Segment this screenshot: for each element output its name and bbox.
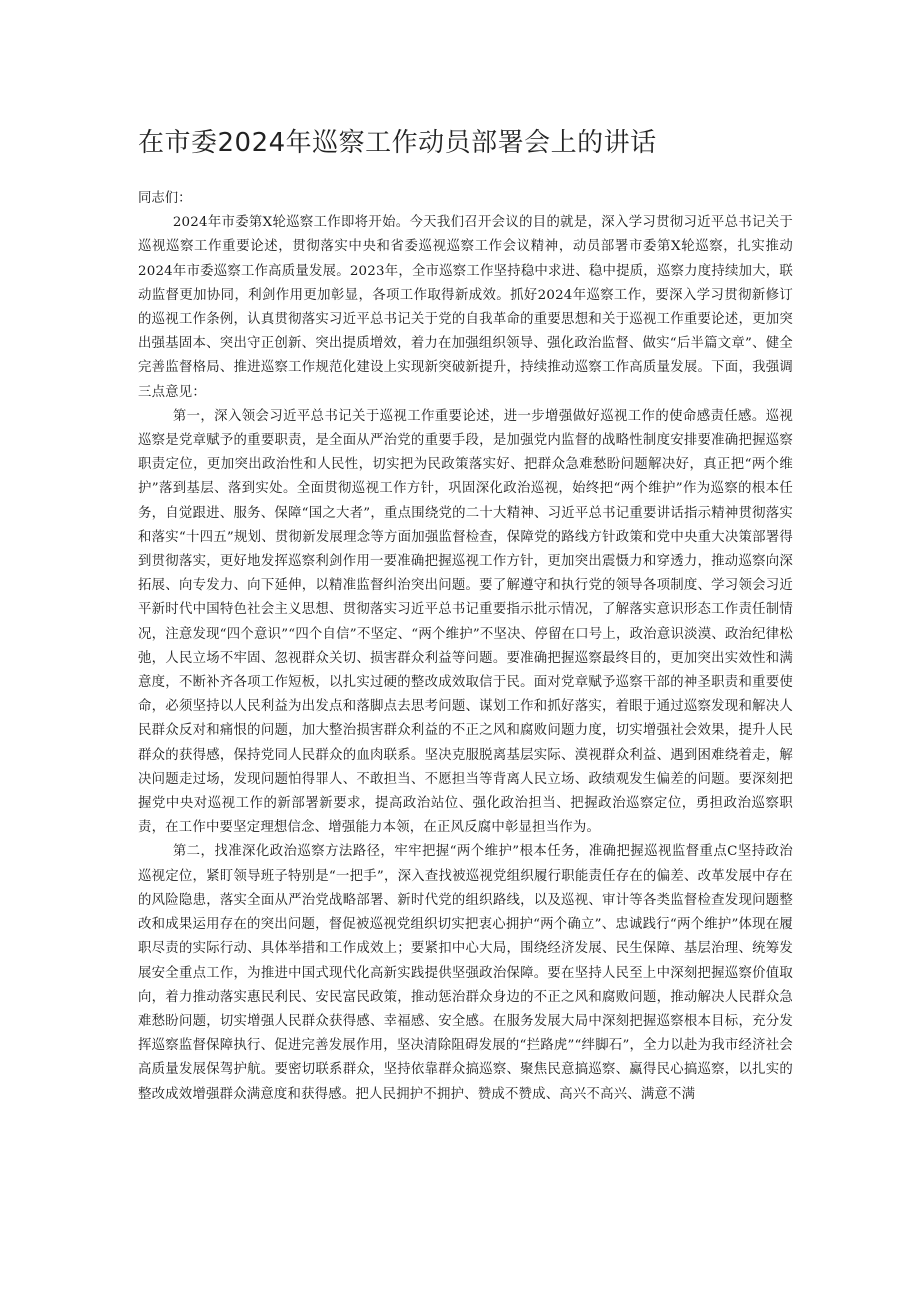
document-title: 在市委2024年巡察工作动员部署会上的讲话 <box>138 128 657 158</box>
document-page <box>138 120 793 1107</box>
paragraph-intro: 2024年市委第X轮巡察工作即将开始。今天我们召开会议的目的就是，深入学习贯彻习近平总书记关于巡视巡察工作重要论述，贯彻落实中央和省委巡视巡察工作会议精神，动员部署市委第X轮巡察，扎实推动2024年市委巡察工作高质量发展。2023年，全市巡察工作坚持稳中求进、稳中提质，巡察力度持续加大，联动监督更加协同，利剑作用更加彰显，各项工作取得新成效。抓好2024年巡察工作，要深入学习贯彻新修订的巡视工作条例，认真贯彻落实习近平总书记关于党的自我革命的重要思想和关于巡视工作重要论述，更加突出强基固本、突出守正创新、突出提质增效，着力在加强组织领导、强化政治监督、做实“后半篇文章”、健全完善监督格局、推进巡察工作规范化建设上实现新突破新提升，持续推动巡察工作高质量发展。下面，我强调三点意见： <box>138 215 793 400</box>
salutation: 同志们： <box>138 191 192 206</box>
paragraph-point-one: 第一，深入领会习近平总书记关于巡视工作重要论述，进一步增强做好巡视工作的使命感责任感。巡视巡察是党章赋予的重要职责，是全面从严治党的重要手段，是加强党内监督的战略性制度安排要准确把握巡察职责定位，更加突出政治性和人民性，切实把为民政策落实好、把群众急难愁盼问题解决好，真正把“两个维护”落到基层、落到实处。全面贯彻巡视工作方针，巩固深化政治巡视，始终把“两个维护”作为巡察的根本任务，自觉跟进、服务、保障“国之大者”，重点围绕党的二十大精神、习近平总书记重要讲话指示精神贯彻落实和落实“十四五”规划、贯彻新发展理念等方面加强监督检查，保障党的路线方针政策和党中央重大决策部署得到贯彻落实，更好地发挥巡察利剑作用一要准确把握巡视工作方针，更加突出震慑力和穿透力，推动巡察向深拓展、向专发力、向下延伸，以精准监督纠治突出问题。要了解遵守和执行党的领导各项制度、学习领会习近平新时代中国特色社会主义思想、贯彻落实习近平总书记重要指示批示情况，了解落实意识形态工作责任制情况，注意发现“四个意识”“四个自信”不坚定、“两个维护”不坚决、停留在口号上，政治意识淡漠、政治纪律松弛，人民立场不牢固、忽视群众关切、损害群众利益等问题。要准确把握巡察最终目的，更加突出实效性和满意度，不断补齐各项工作短板，以扎实过硬的整改成效取信于民。面对党章赋予巡察干部的神圣职责和重要使命，必须坚持以人民利益为出发点和落脚点去思考问题、谋划工作和抓好落实，着眼于通过巡察发现和解决人民群众反对和痛恨的问题，加大整治损害群众利益的不正之风和腐败问题力度，切实增强社会效果，提升人民群众的获得感，保持党同人民群众的血肉联系。坚决克服脱离基层实际、漠视群众利益、遇到困难绕着走，解决问题走过场，发现问题怕得罪人、不敢担当、不愿担当等背离人民立场、政绩观发生偏差的问题。要深刻把握党中央对巡视工作的新部署新要求，提高政治站位、强化政治担当、把握政治巡察定位，勇担政治巡察职责，在工作中要坚定理想信念、增强能力本领，在正风反腐中彰显担当作为。 <box>138 408 793 836</box>
paragraph-point-two: 第二，找准深化政治巡察方法路径，牢牢把握“两个维护”根本任务，准确把握巡视监督重点C坚持政治巡视定位，紧盯领导班子特别是“一把手”，深入查找被巡视党组织履行职能责任存在的偏差、改革发展中存在的风险隐患，落实全面从严治党战略部署、新时代党的组织路线，以及巡视、审计等各类监督检查发现问题整改和成果运用存在的突出问题，督促被巡视党组织切实把衷心拥护“两个确立”、忠诚践行“两个维护”体现在履职尽责的实际行动、具体举措和工作成效上；要紧扣中心大局，围绕经济发展、民生保障、基层治理、统筹发展安全重点工作，为推进中国式现代化高新实践提供坚强政治保障。要在坚持人民至上中深刻把握巡察价值取向，着力推动落实惠民利民、安民富民政策，推动惩治群众身边的不正之风和腐败问题，推动解决人民群众急难愁盼问题，切实增强人民群众获得感、幸福感、安全感。在服务发展大局中深刻把握巡察根本目标，充分发挥巡察监督保障执行、促进完善发展作用，坚决清除阻碍发展的“拦路虎”“绊脚石”，全力以赴为我市经济社会高质量发展保驾护航。要密切联系群众，坚持依靠群众搞巡察、聚焦民意搞巡察、赢得民心搞巡察，以扎实的整改成效增强群众满意度和获得感。把人民拥护不拥护、赞成不赞成、高兴不高兴、满意不满 <box>138 844 793 1102</box>
